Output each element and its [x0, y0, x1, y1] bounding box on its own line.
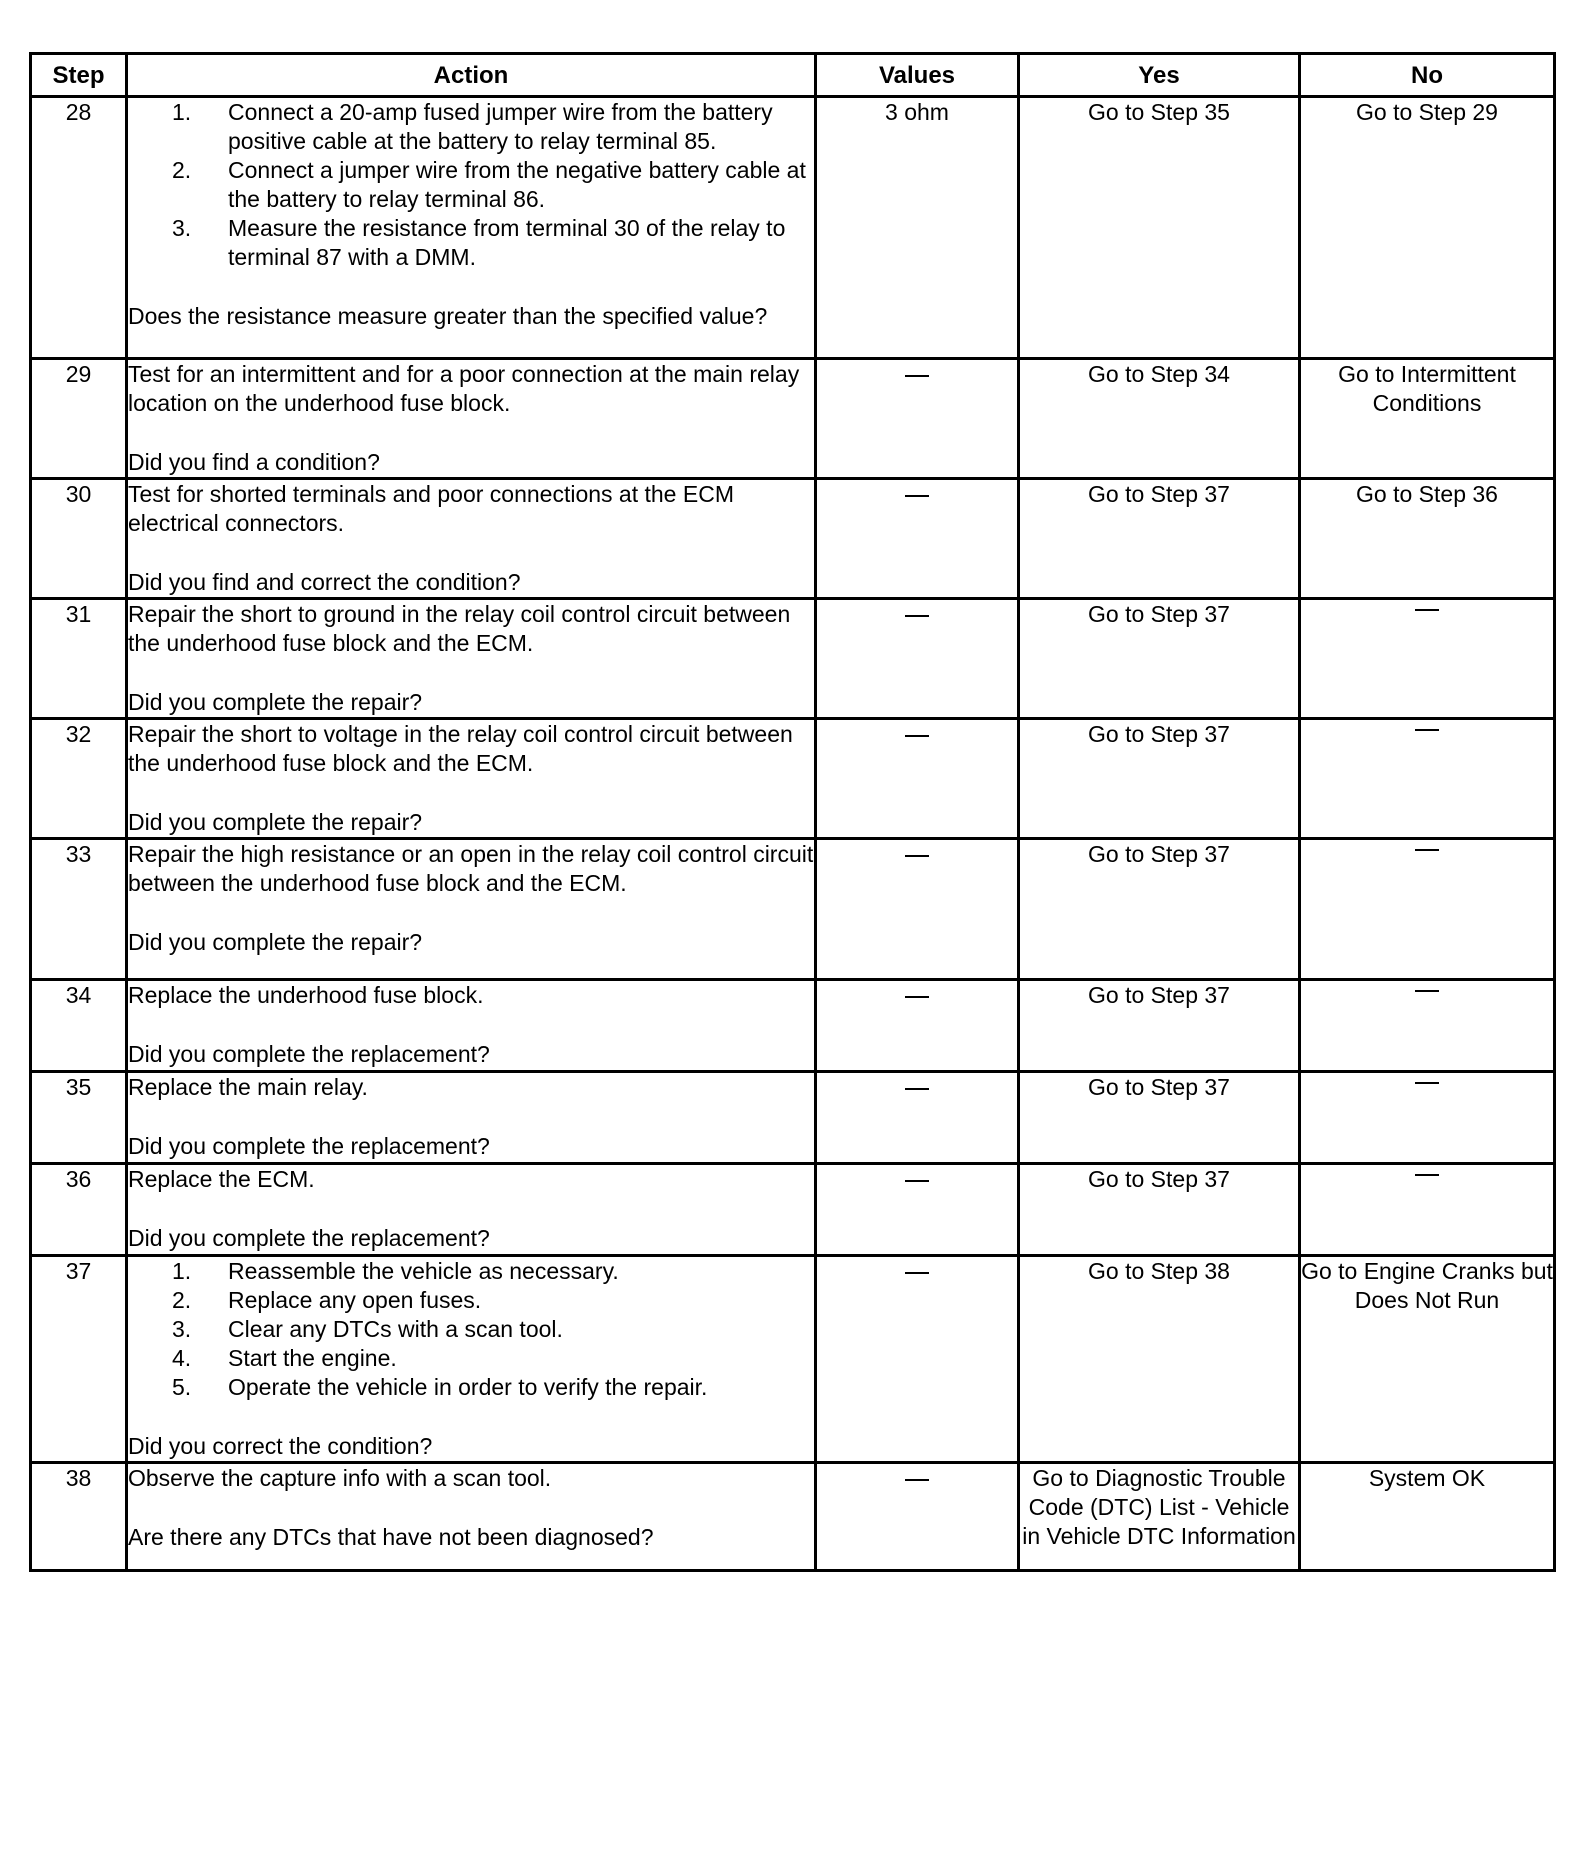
table-row: [31, 1072, 1555, 1164]
spacer: [128, 778, 814, 808]
table-row: [31, 1256, 1555, 1463]
value-cell: [816, 359, 1019, 479]
step-number: 38: [31, 1463, 127, 1571]
action-cell: [127, 599, 816, 719]
step-number: 34: [31, 980, 127, 1072]
action-step-item: Connect a jumper wire from the negative battery cable at the battery to relay terminal 86.: [228, 157, 806, 212]
header-step: Step: [31, 54, 127, 97]
spacer: [128, 1493, 814, 1523]
no-cell: [1300, 839, 1555, 980]
action-text: Repair the high resistance or an open in the relay coil control circuit between the underhood fuse block and the ECM.: [128, 841, 814, 896]
step-number: 35: [31, 1072, 127, 1164]
dash-mark: [1415, 990, 1439, 992]
action-step-item: Operate the vehicle in order to verify the repair.: [228, 1374, 708, 1400]
dash-mark: [905, 495, 929, 497]
step-number: 28: [31, 97, 127, 359]
yes-cell: Go to Step 35: [1019, 97, 1300, 359]
step-number: 37: [31, 1256, 127, 1463]
yes-cell: Go to Step 37: [1019, 980, 1300, 1072]
value-cell: [816, 839, 1019, 980]
step-number: 29: [31, 359, 127, 479]
no-cell: [1300, 719, 1555, 839]
table-row: [31, 97, 1555, 359]
action-cell: [127, 719, 816, 839]
action-step-item: Reassemble the vehicle as necessary.: [228, 1258, 619, 1284]
action-question: Did you complete the repair?: [128, 809, 423, 835]
value-cell: [816, 1164, 1019, 1256]
action-cell: [127, 980, 816, 1072]
action-cell: [127, 839, 816, 980]
table-row: [31, 980, 1555, 1072]
no-cell: Go to Engine Cranks but Does Not Run: [1300, 1256, 1555, 1463]
dash-mark: [1415, 1082, 1439, 1084]
action-text: Test for an intermittent and for a poor connection at the main relay location on the underhood fuse block.: [128, 361, 800, 416]
action-question: Are there any DTCs that have not been diagnosed?: [128, 1524, 654, 1550]
step-number: 30: [31, 479, 127, 599]
spacer: [128, 898, 814, 928]
dash-mark: [1415, 729, 1439, 731]
value-cell: [816, 479, 1019, 599]
value-cell: [816, 1463, 1019, 1571]
table-row: [31, 839, 1555, 980]
dash-mark: [1415, 609, 1439, 611]
no-cell: [1300, 1072, 1555, 1164]
value-cell: [816, 719, 1019, 839]
dash-mark: [905, 996, 929, 998]
action-step-item: Connect a 20-amp fused jumper wire from the battery positive cable at the battery to relay terminal 85.: [228, 99, 773, 154]
action-cell: [127, 1164, 816, 1256]
dash-mark: [905, 1180, 929, 1182]
dash-mark: [905, 735, 929, 737]
header-no: No: [1300, 54, 1555, 97]
action-question: Did you complete the replacement?: [128, 1041, 490, 1067]
header-values: Values: [816, 54, 1019, 97]
value-cell: [816, 599, 1019, 719]
spacer: [128, 538, 814, 568]
table-row: [31, 599, 1555, 719]
no-cell: [1300, 980, 1555, 1072]
yes-cell: Go to Step 37: [1019, 1072, 1300, 1164]
action-question: Did you find a condition?: [128, 449, 380, 475]
step-number: 31: [31, 599, 127, 719]
action-text: Repair the short to ground in the relay coil control circuit between the underhood fuse block and the ECM.: [128, 601, 791, 656]
spacer: [128, 1010, 814, 1040]
no-cell: [1300, 1164, 1555, 1256]
value-cell: [816, 1072, 1019, 1164]
step-number: 36: [31, 1164, 127, 1256]
step-number: 32: [31, 719, 127, 839]
yes-cell: Go to Step 38: [1019, 1256, 1300, 1463]
action-question: Did you complete the replacement?: [128, 1225, 490, 1251]
table-body: [31, 97, 1555, 1571]
no-cell: System OK: [1300, 1463, 1555, 1571]
action-question: Did you complete the repair?: [128, 689, 423, 715]
yes-cell: Go to Step 37: [1019, 479, 1300, 599]
spacer: [128, 272, 814, 302]
action-question: Did you find and correct the condition?: [128, 569, 521, 595]
action-step-item: Clear any DTCs with a scan tool.: [228, 1316, 563, 1342]
spacer: [128, 658, 814, 688]
action-text: Test for shorted terminals and poor connections at the ECM electrical connectors.: [128, 481, 734, 536]
action-text: Observe the capture info with a scan tool.: [128, 1465, 552, 1491]
value-cell: 3 ohm: [816, 97, 1019, 359]
table-row: [31, 1463, 1555, 1571]
no-cell: Go to Intermittent Conditions: [1300, 359, 1555, 479]
action-text: Repair the short to voltage in the relay coil control circuit between the underhood fuse block and the ECM.: [128, 721, 793, 776]
action-question: Did you correct the condition?: [128, 1433, 433, 1459]
header-action: Action: [127, 54, 816, 97]
yes-cell: Go to Step 37: [1019, 1164, 1300, 1256]
yes-cell: Go to Diagnostic Trouble Code (DTC) List - Vehicle in Vehicle DTC Information: [1019, 1463, 1300, 1571]
action-cell: [127, 1256, 816, 1463]
action-cell: [127, 1463, 816, 1571]
value-cell: [816, 1256, 1019, 1463]
yes-cell: Go to Step 37: [1019, 599, 1300, 719]
dash-mark: [905, 615, 929, 617]
no-cell: Go to Step 36: [1300, 479, 1555, 599]
action-cell: [127, 97, 816, 359]
action-steps-list: [128, 98, 814, 272]
action-question: Did you complete the replacement?: [128, 1133, 490, 1159]
action-cell: [127, 1072, 816, 1164]
action-step-item: Start the engine.: [228, 1345, 397, 1371]
yes-cell: Go to Step 34: [1019, 359, 1300, 479]
dash-mark: [1415, 849, 1439, 851]
header-row: [31, 54, 1555, 97]
action-step-item: Measure the resistance from terminal 30 of the relay to terminal 87 with a DMM.: [228, 215, 786, 270]
dash-mark: [905, 855, 929, 857]
dash-mark: [905, 1272, 929, 1274]
value-cell: [816, 980, 1019, 1072]
dash-mark: [905, 375, 929, 377]
dash-mark: [905, 1479, 929, 1481]
table-row: [31, 719, 1555, 839]
spacer: [128, 418, 814, 448]
dash-mark: [1415, 1174, 1439, 1176]
action-question: Does the resistance measure greater than the specified value?: [128, 303, 768, 329]
no-cell: [1300, 599, 1555, 719]
step-number: 33: [31, 839, 127, 980]
action-text: Replace the underhood fuse block.: [128, 982, 484, 1008]
yes-cell: Go to Step 37: [1019, 839, 1300, 980]
no-cell: Go to Step 29: [1300, 97, 1555, 359]
action-cell: [127, 359, 816, 479]
action-step-item: Replace any open fuses.: [228, 1287, 482, 1313]
action-cell: [127, 479, 816, 599]
table-row: [31, 479, 1555, 599]
table-row: [31, 359, 1555, 479]
action-text: Replace the main relay.: [128, 1074, 368, 1100]
yes-cell: Go to Step 37: [1019, 719, 1300, 839]
diagnostic-table: [29, 52, 1556, 1572]
table-row: [31, 1164, 1555, 1256]
spacer: [128, 1402, 814, 1432]
spacer: [128, 1102, 814, 1132]
action-question: Did you complete the repair?: [128, 929, 423, 955]
dash-mark: [905, 1088, 929, 1090]
header-yes: Yes: [1019, 54, 1300, 97]
action-steps-list: [128, 1257, 814, 1402]
action-text: Replace the ECM.: [128, 1166, 315, 1192]
spacer: [128, 1194, 814, 1224]
